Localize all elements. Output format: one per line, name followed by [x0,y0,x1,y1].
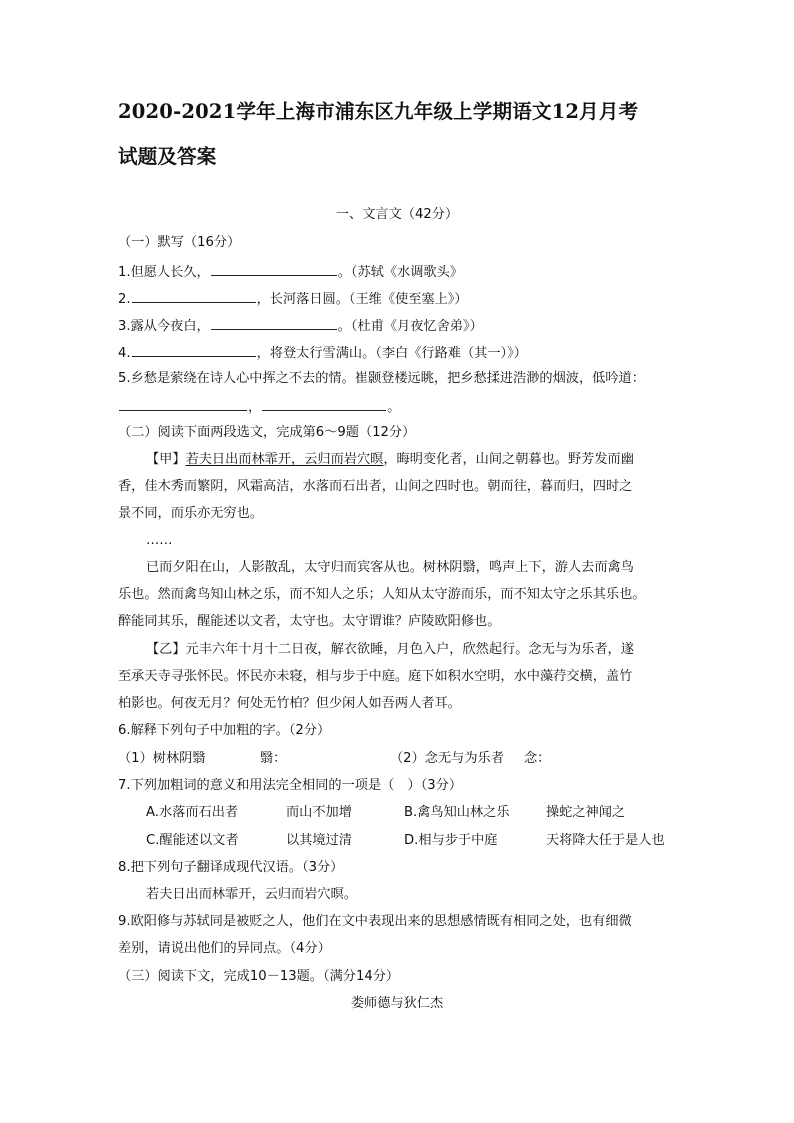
answer-blank[interactable] [132,289,256,303]
question-5-end: 。 [387,400,401,415]
passage-jia-underlined-sentence: 若夫日出而林霏开，云归而岩穴暝 [185,452,384,467]
answer-blank[interactable] [211,262,337,276]
question-4-suffix: ，将登太行雪满山。（李白《行路难（其一）》） [256,346,527,361]
passage-jia-line-3: 景不同，而乐亦无穷也。 [118,506,264,521]
question-7-option-a: A.水落而石出者 [146,805,239,820]
question-7-option-b-pair: 操蛇之神闻之 [546,805,626,820]
question-1-suffix: 。（苏轼《水调歌头》 [337,265,463,280]
passage-jia-line-2: 香，佳木秀而繁阴，风霜高洁，水落而石出者，山间之四时也。朝而往，暮而归，四时之 [118,479,633,494]
passage-jia-line-1-rest: ，晦明变化者，山间之朝暮也。野芳发而幽 [383,452,634,467]
answer-blank[interactable] [119,397,247,411]
question-9-line-2: 差别，请说出他们的异同点。（4分） [118,941,331,956]
question-3 [118,316,483,336]
question-5-blanks [118,397,400,417]
passage-jia-line-1 [146,451,634,469]
question-6-item-1: （1）树林阴翳 [118,751,206,766]
question-3-prefix: 3.露从今夜白， [118,319,210,334]
passage-yi-line-2: 至承天寺寻张怀民。怀民亦未寝，相与步于中庭。庭下如积水空明，水中藻荇交横，盖竹 [118,669,633,684]
document-title-line-2: 试题及答案 [118,145,217,168]
question-1-prefix: 1.但愿人长久， [118,265,210,280]
question-7-option-c: C.醒能述以文者 [146,833,239,848]
question-6-item-2-word: 念： [524,751,551,766]
question-3-suffix: 。（杜甫《月夜忆舍弟》） [337,319,483,334]
answer-blank[interactable] [132,343,256,357]
section-heading: 一、文言文（42分） [335,207,459,222]
part2-heading: （二）阅读下面两段选文，完成第6～9题（12分） [118,425,416,440]
question-1 [118,262,463,282]
question-7-stem: 7.下列加粗词的意义和用法完全相同的一项是（ ）（3分） [118,778,463,793]
question-4-prefix: 4. [118,346,131,361]
question-6-item-1-word: 翳： [260,751,287,766]
question-2-suffix: ，长河落日圆。（王维《使至塞上》） [256,292,468,307]
passage-yi-line-3: 柏影也。何夜无月？何处无竹柏？但少闲人如吾两人者耳。 [118,696,461,711]
question-8-stem: 8.把下列句子翻译成现代汉语。（3分） [118,860,344,875]
passage-jia-line-6: 乐也。然而禽鸟知山林之乐，而不知人之乐；人知从太守游而乐，而不知太守之乐其乐也。 [118,587,646,602]
question-2-prefix: 2. [118,292,131,307]
question-6-item-2: （2）念无与为乐者 [390,751,504,766]
part3-heading: （三）阅读下文，完成10－13题。（满分14分） [118,969,400,984]
question-7-option-d: D.相与步于中庭 [404,833,498,848]
question-9-line-1: 9.欧阳修与苏轼同是被贬之人，他们在文中表现出来的思想感情既有相同之处，也有细微 [118,914,632,929]
part1-heading: （一）默写（16分） [118,235,241,250]
passage-jia-ellipsis: …… [146,533,173,548]
passage-jia-label: 【甲】 [146,452,186,467]
answer-blank[interactable] [262,397,386,411]
question-7-option-c-pair: 以其境过清 [286,833,352,848]
question-4 [118,343,527,363]
document-title-line-1: 2020-2021学年上海市浦东区九年级上学期语文12月月考 [118,100,639,123]
answer-blank[interactable] [211,316,337,330]
question-7-option-d-pair: 天将降大任于是人也 [546,833,665,848]
question-2 [118,289,468,309]
question-8-sentence: 若夫日出而林霏开，云归而岩穴暝。 [146,887,357,902]
question-7-option-a-pair: 而山不加增 [286,805,352,820]
question-7-option-b: B.禽鸟知山林之乐 [404,805,510,820]
question-5-separator: ， [248,400,262,415]
passage-yi-line-1: 【乙】元丰六年十月十二日夜，解衣欲睡，月色入户，欣然起行。念无与为乐者，遂 [146,642,634,657]
question-5-text: 5.乡愁是萦绕在诗人心中挥之不去的情。崔颢登楼远眺，把乡愁揉进浩渺的烟波，低吟道： [118,371,645,386]
part3-passage-title: 娄师德与狄仁杰 [350,996,444,1011]
question-6-stem: 6.解释下列句子中加粗的字。（2分） [118,723,331,738]
passage-jia-line-7: 醉能同其乐，醒能述以文者，太守也。太守谓谁？庐陵欧阳修也。 [118,614,501,629]
passage-jia-line-5: 已而夕阳在山，人影散乱，太守归而宾客从也。树林阴翳，鸣声上下，游人去而禽鸟 [146,560,634,575]
